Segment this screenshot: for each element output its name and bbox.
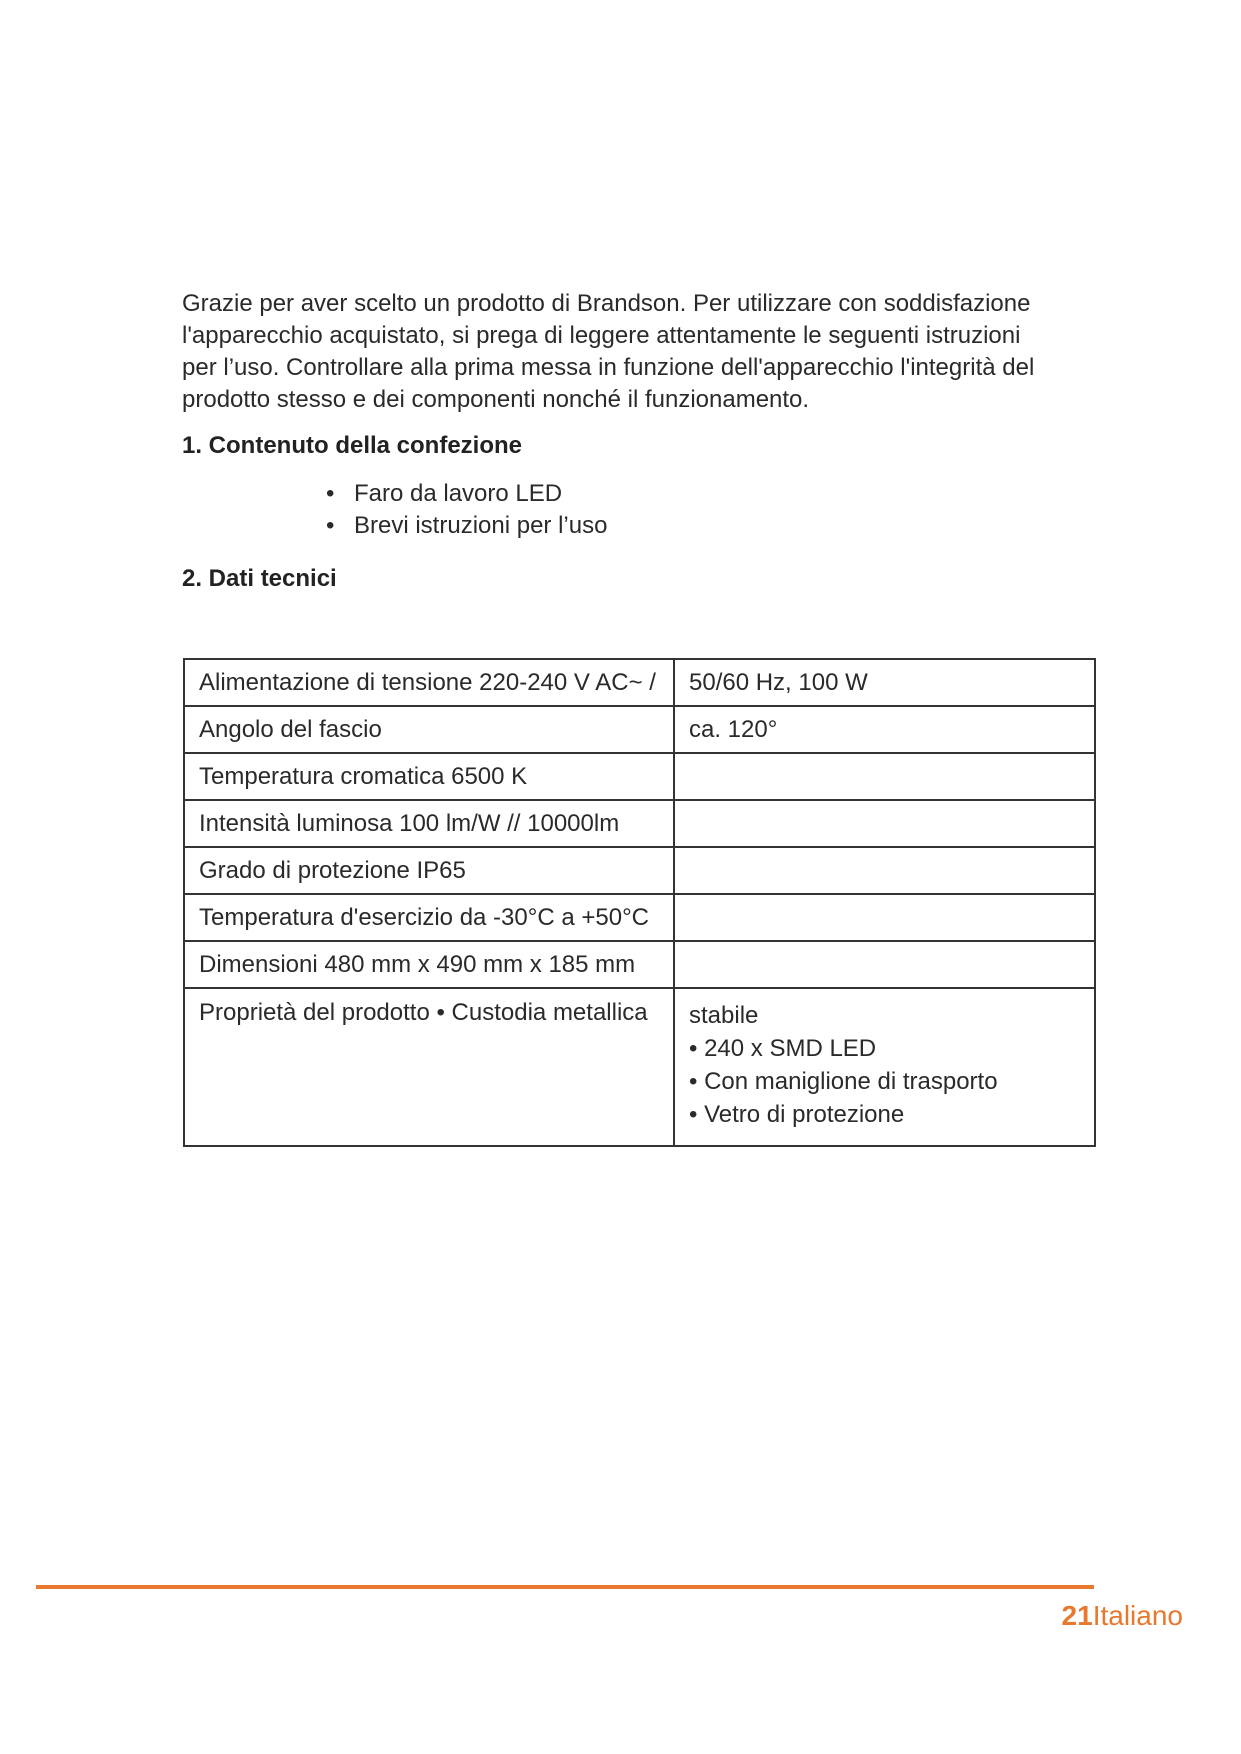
page-number: 21 [1061, 1600, 1093, 1631]
table-row [184, 894, 1095, 941]
footer-divider [36, 1585, 1094, 1589]
spec-label: Intensità luminosa 100 lm/W // 10000lm [184, 800, 674, 847]
table-row [184, 706, 1095, 753]
table-row [184, 800, 1095, 847]
spec-value [674, 800, 1095, 847]
page-footer [1062, 1600, 1183, 1632]
table-row-features [184, 988, 1095, 1146]
language-label: Italiano [1092, 1600, 1183, 1631]
intro-line: per l’uso. Controllare alla prima messa in funzione dell'apparecchio l'integrità del [182, 354, 1035, 381]
section-heading-technical-data: 2. Dati tecnici [182, 565, 337, 592]
spec-value [674, 894, 1095, 941]
section-heading-contents: 1. Contenuto della confezione [182, 432, 523, 459]
spec-label: Alimentazione di tensione 220-240 V AC~ / [184, 659, 674, 706]
intro-paragraph [182, 288, 1102, 416]
features-label: Proprietà del prodotto • Custodia metallica [184, 988, 674, 1146]
package-contents-list [326, 478, 607, 542]
table-row [184, 659, 1095, 706]
spec-value: ca. 120° [674, 706, 1095, 753]
list-item: • 240 x SMD LED [689, 1035, 877, 1062]
spec-label: Temperatura cromatica 6500 K [184, 753, 674, 800]
list-item: • Con maniglione di trasporto [689, 1068, 998, 1095]
spec-label: Angolo del fascio [184, 706, 674, 753]
features-value [674, 988, 1095, 1146]
intro-line: l'apparecchio acquistato, si prega di leggere attentamente le seguenti istruzioni [182, 322, 1021, 349]
table-row [184, 941, 1095, 988]
table-row [184, 753, 1095, 800]
technical-data-table [183, 658, 1096, 1147]
spec-label: Grado di protezione IP65 [184, 847, 674, 894]
intro-line: prodotto stesso e dei componenti nonché il funzionamento. [182, 386, 810, 413]
intro-line: Grazie per aver scelto un prodotto di Brandson. Per utilizzare con soddisfazione [182, 290, 1031, 317]
list-item: • Vetro di protezione [689, 1101, 905, 1128]
features-list [689, 999, 1080, 1131]
spec-value [674, 941, 1095, 988]
spec-value: 50/60 Hz, 100 W [674, 659, 1095, 706]
list-item: stabile [689, 1002, 759, 1029]
spec-label: Temperatura d'esercizio da -30°C a +50°C [184, 894, 674, 941]
spec-label: Dimensioni 480 mm x 490 mm x 185 mm [184, 941, 674, 988]
spec-value [674, 847, 1095, 894]
spec-value [674, 753, 1095, 800]
list-item: • Brevi istruzioni per l’uso [326, 510, 607, 542]
list-item: • Faro da lavoro LED [326, 478, 607, 510]
table-row [184, 847, 1095, 894]
